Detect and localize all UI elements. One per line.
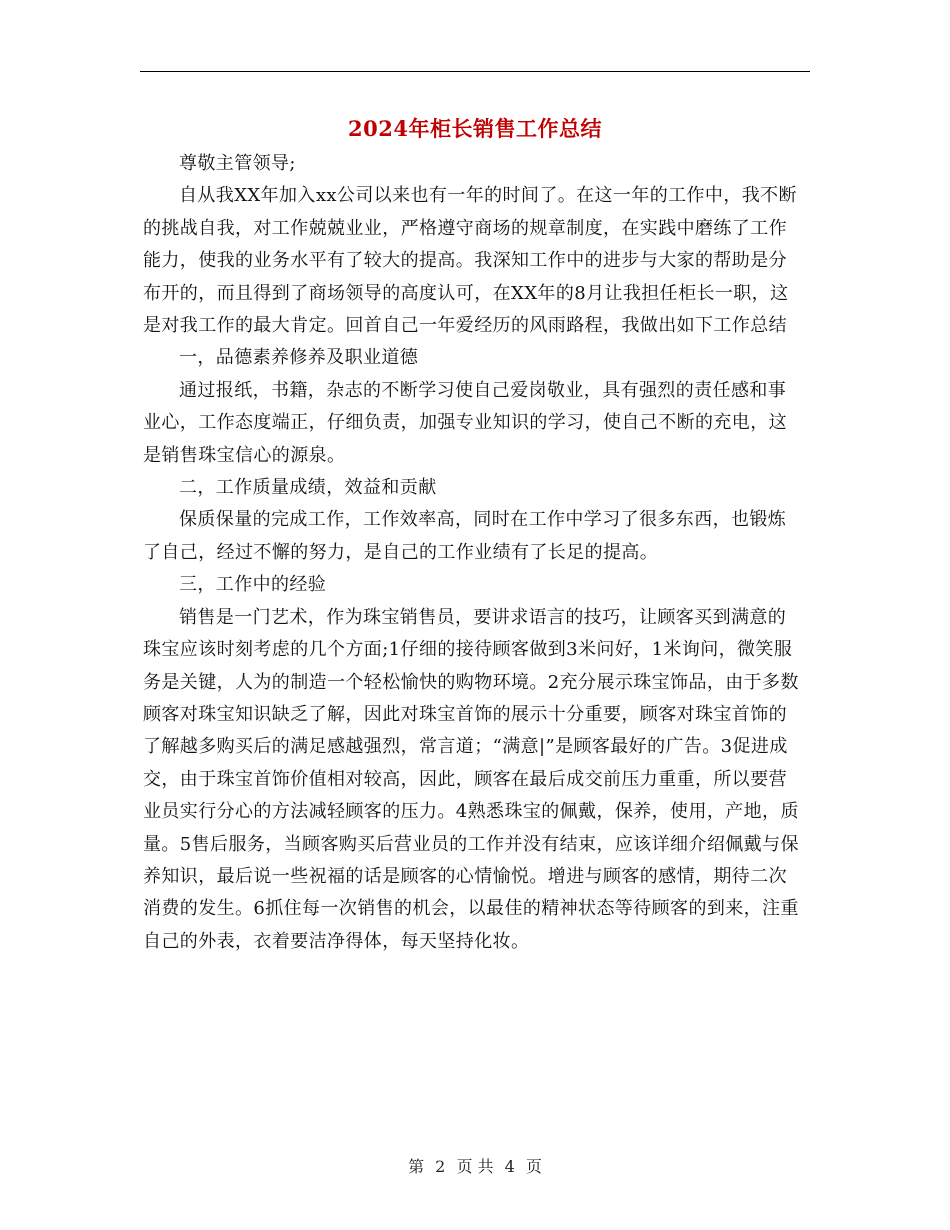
section-paragraph-2: 保质保量的完成工作，工作效率高，同时在工作中学习了很多东西，也锻炼了自己，经过不懈的努力，是自己的工作业绩有了长足的提高。 xyxy=(143,509,787,563)
footer-page-number: 2 xyxy=(435,1157,446,1176)
document-body xyxy=(143,148,803,958)
salutation: 尊敬主管领导; xyxy=(179,153,296,174)
footer-prefix: 第 xyxy=(408,1157,425,1176)
document-title: 2024年柜长销售工作总结 xyxy=(348,116,602,141)
section-paragraph-3: 销售是一门艺术，作为珠宝销售员，要讲求语言的技巧，让顾客买到满意的珠宝应该时刻考虑的几个方面;1仔细的接待顾客做到3米问好，1米询问，微笑服务是关键，人为的制造一个轻松愉快的购物环境。2充分展示珠宝饰品，由于多数顾客对珠宝知识缺乏了解，因此对珠宝首饰的展示十分重要，顾客对珠宝首饰的了解越多购买后的满足感越强烈，常言道；“满意|”是顾客最好的广告。3促进成交，由于珠宝首饰价值相对较高，因此，顾客在最后成交前压力重重，所以要营业员实行分心的方法减轻顾客的压力。4熟悉珠宝的佩戴，保养，使用，产地，质量。5售后服务，当顾客购买后营业员的工作并没有结束，应该详细介绍佩戴与保养知识，最后说一些祝福的话是顾客的心情愉悦。增进与顾客的感情，期待二次消费的发生。6抓住每一次销售的机会，以最佳的精神状态等待顾客的到来，注重自己的外表，衣着要洁净得体，每天坚持化妆。 xyxy=(143,606,799,952)
section-heading-1: 一，品德素养修养及职业道德 xyxy=(179,347,419,369)
intro-paragraph: 自从我XX年加入xx公司以来也有一年的时间了。在这一年的工作中，我不断的挑战自我，对工作兢兢业业，严格遵守商场的规章制度，在实践中磨练了工作能力，使我的业务水平有了较大的提高。我深知工作中的进步与大家的帮助是分布开的，而且得到了商场领导的高度认可，在XX年的8月让我担任柜长一职，这是对我工作的最大肯定。回首自己一年爱经历的风雨路程，我做出如下工作总结 xyxy=(143,185,797,337)
page-footer xyxy=(0,1154,950,1177)
section-paragraph-1: 通过报纸，书籍，杂志的不断学习使自己爱岗敬业，具有强烈的责任感和事业心，工作态度端正，仔细负责，加强专业知识的学习，使自己不断的充电，这是销售珠宝信心的源泉。 xyxy=(143,379,787,466)
section-heading-2: 二，工作质量成绩，效益和贡献 xyxy=(179,477,437,499)
section-heading-3: 三，工作中的经验 xyxy=(179,574,327,596)
footer-suffix: 页 xyxy=(525,1157,542,1176)
footer-total-pages: 4 xyxy=(504,1157,515,1176)
footer-mid: 页 共 xyxy=(456,1157,494,1176)
header-rule xyxy=(140,71,810,72)
